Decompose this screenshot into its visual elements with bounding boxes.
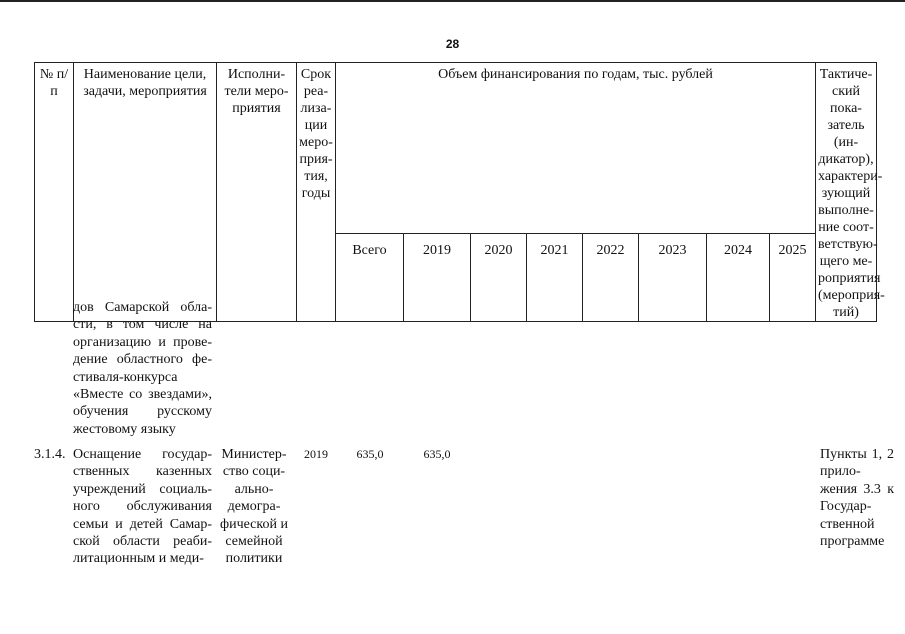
table-header <box>34 62 885 322</box>
header-num: № п/п <box>35 63 74 322</box>
header-total: Всего <box>336 233 404 321</box>
row-number: 3.1.4. <box>34 447 66 462</box>
header-year-2021: 2021 <box>527 233 583 321</box>
header-indicator: Тактиче-ский пока-затель (ин-дикатор), характери-зующий выполне-ние соот-ветствую-щего ме-роприятия (мероприя-тий) <box>816 63 877 322</box>
header-funding: Объем финансирования по годам, тыс. рублей <box>336 63 816 234</box>
continuation-text: дов Самарской обла-сти, в том числе на организацию и прове-дение областного фе-стиваля-конкурса «Вместе со звездами», обучения русскому жестовому языку <box>73 300 212 437</box>
row-2019: 635,0 <box>423 447 451 461</box>
header-year-2025: 2025 <box>770 233 816 321</box>
page-number: 28 <box>445 37 460 51</box>
row-name: Оснащение государ-ственных казенных учреждений социаль-ного обслуживания семьи и детей Самар-ской области реаби-литационным и меди- <box>73 447 212 567</box>
header-term: Срок реа-лиза-ции меро-прия-тия, годы <box>297 63 336 322</box>
header-name: Наименование цели, задачи, мероприятия <box>74 63 217 322</box>
header-year-2020: 2020 <box>471 233 527 321</box>
row-indicator: Пункты 1, 2 прило-жения 3.3 к Государ-ственной программе <box>820 447 894 550</box>
row-term: 2019 <box>304 447 328 461</box>
header-year-2024: 2024 <box>707 233 770 321</box>
header-year-2023: 2023 <box>639 233 707 321</box>
header-executor: Исполни-тели меро-приятия <box>217 63 297 322</box>
header-year-2019: 2019 <box>404 233 471 321</box>
header-year-2022: 2022 <box>583 233 639 321</box>
row-total: 635,0 <box>356 447 384 461</box>
row-executor: Министер-ство соци-ально-демогра-фической и семейной политики <box>220 447 288 567</box>
top-border-line <box>0 0 905 2</box>
